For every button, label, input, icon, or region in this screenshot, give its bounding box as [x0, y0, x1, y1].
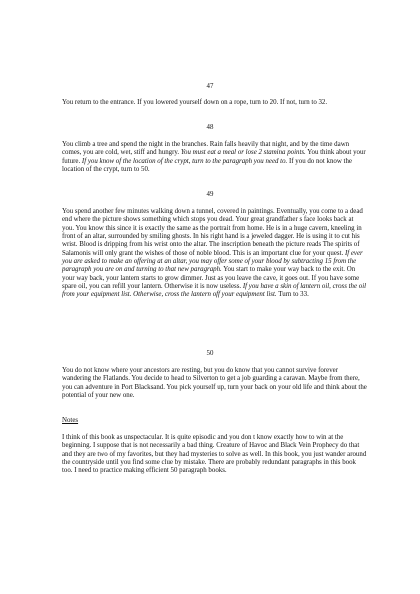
paragraph-number-49: 49 [206, 191, 214, 198]
paragraph-49-instruction-lantern: If you have a skin of lantern oil, cross the oil from your equipment list. Otherwise, cross the lantern off your equipment list. [62, 283, 367, 299]
notes-heading: Notes [62, 417, 79, 424]
paragraph-50-text: You do not know where your ancestors are resting, but you do know that you cannot survive forever wandering the Flatlands. You decide to head to Silverton to get a job guarding a caravan. Maybe from there, you can adventure in Port Blacksand. You pick yourself up, turn your back on your old life and think about the potential of your new one. [62, 367, 367, 400]
paragraph-number-48: 48 [206, 124, 214, 131]
paragraph-49-text-part-a: You spend another few minutes walking down a tunnel, covered in paintings. Eventually, you come to a dead end where the picture shows something which stops you dead. Your great grandfather s face looks back at you. You know this since it is exactly the same as the portrait from home. He is in a huge cavern, kneeling in front of an altar, surrounded by smiling ghosts. In his right hand is a jeweled dagger. He is using it to cut his wrist. Blood is dripping from his wrist onto the altar. The inscription beneath the picture reads The spirits of Salamonis will only grant the wishes of those of noble blood. This is an important clue for your quest. [62, 208, 363, 257]
paragraph-48-text [62, 141, 367, 174]
paragraph-48-text-part-b: You think about your future. [62, 149, 366, 165]
paragraph-49-text-part-c: Turn to 33. [276, 291, 309, 299]
paragraph-48-instruction-meal: You must eat a meal or lose 2 stamina points. [180, 149, 306, 157]
paragraph-48-text-part-c: If you do not know the location of the crypt, turn to 50. [62, 157, 352, 174]
notes-text: I think of this book as unspectacular. It is quite episodic and you don t know exactly how to win at the beginning. I suppose that is not necessarily a bad thing. Creature of Havoc and Black Vein Prophecy do that and they are two of my favorites, but they had mysteries to solve as well. In this book, you just wander around the countryside until you find some clue by mistake. There are probably redundant paragraphs in this book too. I need to practice making efficient 50 paragraph books. [62, 434, 367, 475]
paragraph-49-text [62, 208, 367, 300]
paragraph-48-text-part-a: You climb a tree and spend the night in the branches. Rain falls heavily that night, and by the time dawn comes, you are cold, wet, stiff and hungry. [62, 141, 350, 157]
paragraph-47-text: You return to the entrance. If you lowered yourself down on a rope, turn to 20. If not, turn to 32. [62, 99, 328, 106]
paragraph-49-instruction-offering: If ever you are asked to make an offering at an altar, you may offer some of your blood by subtracting 15 from the paragraph you are on and turning to that new paragraph. [62, 249, 363, 274]
paragraph-number-50: 50 [206, 350, 214, 357]
paragraph-49-text-part-b: You start to make your way back to the exit. On your way back, your lantern starts to grow dimmer. Just as you leave the cave, it goes out. If you have some spare oil, you can refill your lantern. Otherwise it is now useless. [62, 266, 360, 291]
paragraph-number-47: 47 [206, 83, 214, 90]
paragraph-48-instruction-crypt: If you know of the location of the crypt, turn to the paragraph you need to. [81, 157, 288, 165]
